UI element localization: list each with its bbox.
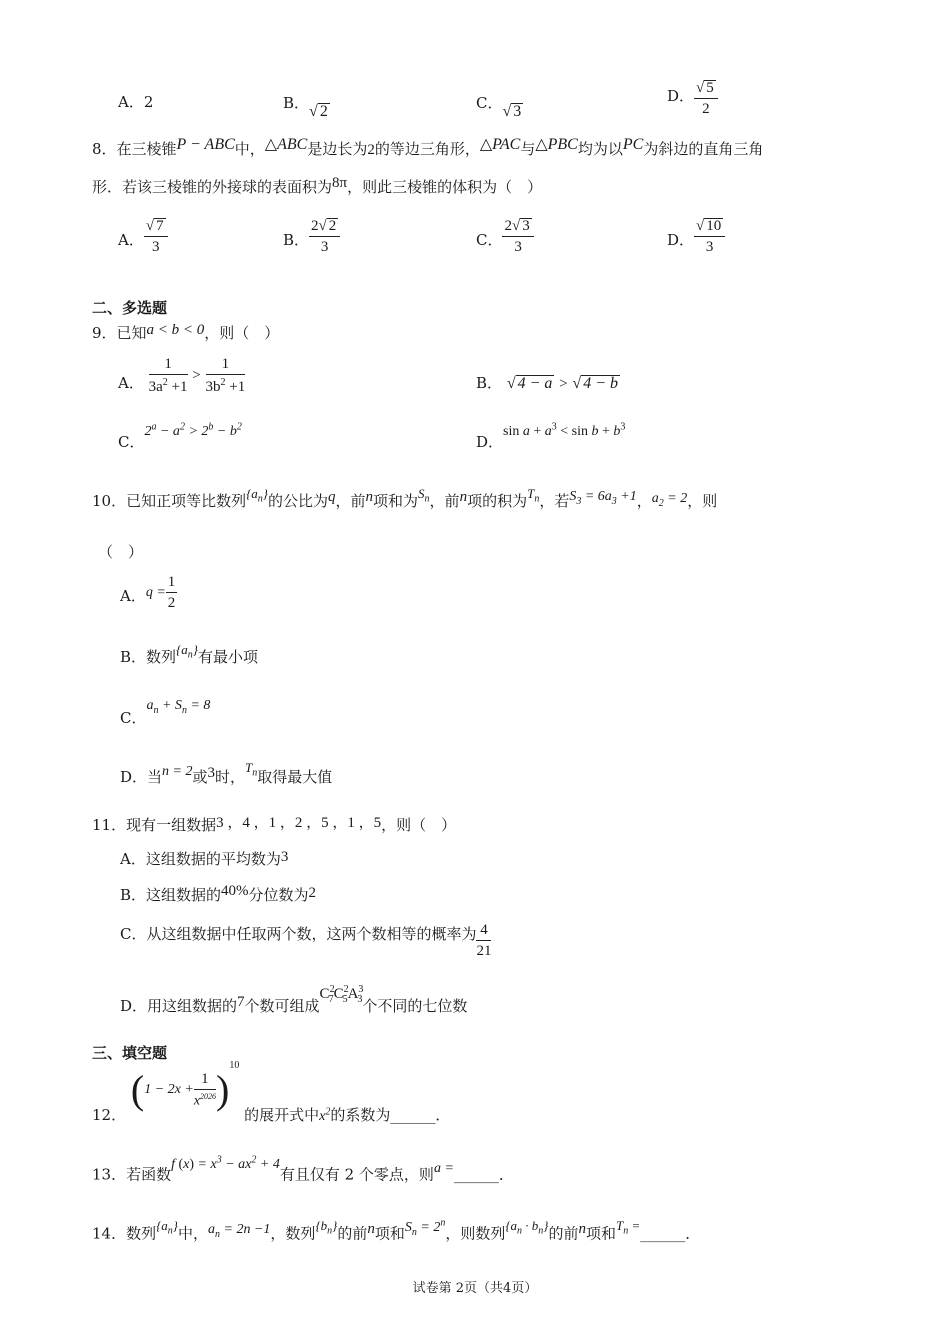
q10-option-c: C．$a_n + S_n = 8$ bbox=[120, 698, 211, 727]
q9-option-b: B． √ 4 − a > √ 4 − b bbox=[476, 374, 618, 392]
q8-option-c: C． $\frac{2√ 3}{3}$ bbox=[476, 218, 534, 255]
q10-option-d: D．当n = 2或3时，$T_n$取得最大值 bbox=[120, 760, 333, 786]
q13: 13．若函数f $(x) = x^3 - ax^2 + 4$有且仅有 2 个零点，则a =______． bbox=[92, 1154, 514, 1184]
q8-option-d: D． $\frac{√ 10}{3}$ bbox=[667, 218, 725, 255]
q8-option-a: A． $\frac{√ 7}{3}$ bbox=[118, 218, 168, 255]
q7-option-a: A．2 bbox=[118, 93, 154, 111]
q9-option-c: C．$2^a - a^2 > 2^b - b^2$ bbox=[118, 421, 242, 451]
q7-option-b: B．√ 2 bbox=[283, 94, 328, 120]
page-footer: 试卷第 2页（共4页） bbox=[412, 1281, 538, 1296]
section-heading-fill-in: 三、填空题 bbox=[92, 1044, 168, 1062]
q8-option-b: B． $\frac{2√ 2}{3}$ bbox=[283, 218, 340, 255]
q9-option-d: D．$\sin a + a^3 < \sin b + b^3$ bbox=[476, 421, 626, 451]
q11-option-c: C．从这组数据中任取两个数，这两个数相等的概率为 $\frac{4}{21}$ bbox=[120, 922, 492, 959]
q10-option-b: B．数列$\{a_n\}$有最小项 bbox=[120, 642, 258, 666]
q8-stem-line1: 8．在三棱锥P − ABC中，△ABC是边长为2的等边三角形，△PAC与△PBC均为以PC为斜边的直角三角 bbox=[92, 136, 764, 158]
q10-stem-line1: 10．已知正项等比数列$\{a_n\}$的公比为q，前n项和为$S_n$，前n项的积为$T_n$，若$S_3 = 6a_3 +1$，$a_2 = 2$，则 bbox=[92, 486, 718, 510]
q12: 12． (1 − 2x + $\frac{1}{x^{2026}}$ )$^{10}$ 的展开式中$x^2$的系数为______． bbox=[92, 1060, 451, 1124]
q11-option-a: A．这组数据的平均数为3 bbox=[120, 849, 289, 868]
section-heading-multiple-choice: 二、多选题 bbox=[92, 299, 168, 317]
q9-option-a: A． $\frac{1}{3a^2 +1}$ > $\frac{1}{3b^2 +1}$ bbox=[118, 356, 246, 395]
q10-option-a: A．q = $\frac{1}{2}$ bbox=[120, 574, 176, 611]
q11-option-b: B．这组数据的40%分位数为2 bbox=[120, 883, 317, 904]
q11-stem: 11．现有一组数据3 ，4 ，1 ，2 ，5 ，1 ，5，则（ ） bbox=[92, 815, 457, 834]
q14: 14．数列$\{a_n\}$中，$a_n = 2n -1$，数列$\{b_n\}$的前n项和$S_n = 2^n$，则数列$\{a_n \cdot b_n\}$的前n项和$T_n$ =______． bbox=[92, 1217, 701, 1243]
q10-answer-paren: （ ） bbox=[98, 543, 144, 561]
q7-option-d: D． $\frac{√ 5}{2}$ bbox=[667, 80, 718, 117]
q11-option-d: D．用这组数据的7个数可组成$C^2_7C^2_5A^3_3$个不同的七位数 bbox=[120, 984, 468, 1015]
q9-stem: 9．已知a < b < 0，则（ ） bbox=[92, 322, 280, 342]
q7-option-c: C．√ 3 bbox=[476, 94, 522, 120]
q8-stem-line2: 形．若该三棱锥的外接球的表面积为8π，则此三棱锥的体积为（ ） bbox=[92, 175, 543, 196]
